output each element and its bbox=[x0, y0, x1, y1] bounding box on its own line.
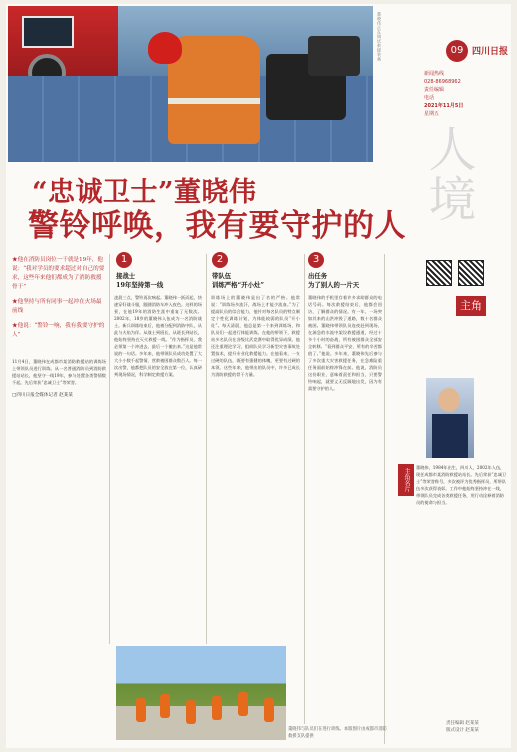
column-divider bbox=[384, 254, 385, 744]
runner-graphic bbox=[238, 692, 248, 716]
qr-code-icon bbox=[458, 260, 484, 286]
column-divider bbox=[304, 254, 305, 724]
meta-line: 责任编辑 bbox=[424, 87, 445, 93]
qr-code-icon bbox=[426, 260, 452, 286]
section-number: 3 bbox=[308, 252, 324, 268]
intro-label: 主角名片 bbox=[398, 464, 414, 496]
footer-line: 责任编辑 赵某某 bbox=[446, 721, 479, 726]
meta-line: 电话 bbox=[424, 95, 435, 101]
runner-graphic bbox=[160, 694, 170, 718]
meta-date: 2021年11月5日 bbox=[424, 103, 464, 109]
bottom-photo bbox=[116, 646, 286, 740]
runner-graphic bbox=[136, 698, 146, 722]
page-number: 09 bbox=[446, 40, 468, 62]
section-marker: 主角 bbox=[456, 296, 486, 316]
section-title-1: 接战士 19年坚持第一线 bbox=[116, 272, 164, 289]
truck-window bbox=[22, 16, 74, 48]
page-footer bbox=[446, 720, 510, 734]
section-title-3: 出任务 为了别人的一片天 bbox=[308, 272, 360, 289]
newspaper-page bbox=[6, 4, 511, 748]
section-title-2: 带队伍 训练严格“开小灶” bbox=[212, 272, 265, 289]
portrait-head bbox=[438, 388, 460, 412]
bottom-photo-caption: 董晓伟与队员们在进行训练。本版图片由成都市消防救援支队提供 bbox=[288, 727, 387, 739]
meta-weekday: 星期五 bbox=[424, 111, 440, 117]
column-divider bbox=[109, 254, 110, 644]
helmet-graphic bbox=[148, 32, 182, 64]
lead-highlight: ★他坚持与所有同事一起冲在火场最前线 bbox=[12, 299, 102, 314]
meta-line: 028-86968962 bbox=[424, 79, 461, 85]
intro-text: 董晓伟，1984年出生，四川人，2002年入伍，现任成都市某消防救援站站长。先后荣获“忠诚卫士”等荣誉称号，多次被评为优秀指挥员，所带队伍多次获得表彰。工作中他始终坚持冲在一线，带领队员完成各类救援任务，用行动诠释着消防员的使命与担当。 bbox=[416, 465, 507, 505]
top-photo-caption: 董晓伟正在调试救援装备 bbox=[377, 12, 382, 62]
column-divider bbox=[206, 254, 207, 644]
paper-name: 四川日报 bbox=[472, 47, 509, 57]
section-number: 1 bbox=[116, 252, 132, 268]
section-number: 2 bbox=[212, 252, 228, 268]
portrait-uniform bbox=[432, 414, 468, 458]
meta-line: 新闻热线 bbox=[424, 71, 445, 77]
masthead-meta bbox=[424, 70, 510, 118]
runner-graphic bbox=[186, 700, 196, 724]
section-text-3: 董晓伟的手机里存着许多求助群众的电话号码。每次救援结束后，他都会回访，了解群众的情况。有一年，一场突如其来的山洪冲毁了道路，数十名群众被困。董晓伟带领队员连夜赶到现场，在湍急的水流中架设救援通道，经过十多个小时的奋战，所有被困群众全部安全转移。“看到群众平安，所有的辛苦都值了。”他说。多年来，董晓伟先后参与了多次重大灾害救援任务，在急难险重任务面前始终冲锋在前。他说，消防员这份职业，意味着责任和担当，只要警铃响起，就要义无反顾地出发，因为有需要守护的人。 bbox=[308, 295, 382, 391]
lead-highlight: ★他在消防员岗位一干就是19年，他说：“我对学员的要求超过对自己的要求，这些年来他们都成为了消防救援骨干” bbox=[12, 257, 105, 290]
section-title: 人境 bbox=[420, 124, 476, 224]
byline: □四川日报全媒体记者 赵某某 bbox=[12, 393, 73, 398]
reflective-stripe bbox=[168, 98, 260, 104]
lead-body bbox=[12, 358, 106, 399]
footer-line: 版式设计 赵某某 bbox=[446, 728, 479, 733]
top-photo bbox=[8, 6, 373, 162]
runner-graphic bbox=[212, 696, 222, 720]
runner-graphic bbox=[264, 698, 274, 722]
lead-highlights bbox=[12, 256, 106, 340]
section-text-2: 训练场上的董晓伟是出了名的严格。他常说：“训练场多流汗，战场上才能少流血。”为了提高队员的综合能力，他针对每名队员的特点制定个性化训练计划，为体能较弱的队员“开小灶”。每天清晨，他总是第一个来到训练场，和队员们一起进行体能训练。在他的带领下，救援站多名队员在各级比武竞赛中取得优异成绩。他还注重理论学习，组织队员学习新型灾害事故处置技术，提升专业化救援能力。在他看来，一支过硬的队伍，既要有强健的体魄，更要有过硬的本领。这些年来，他带出的队员中，许多已成长为消防救援的骨干力量。 bbox=[211, 295, 300, 377]
section-text-1: 凌晨三点，警铃再次响起。董晓伟一跃而起，快速穿好战斗服，跟随消防车冲入夜色。这样的场景，在他19年的消防生涯中重复了无数次。2002年，18岁的董晓伟入伍成为一名消防战士。新兵训练结束后，他被分配到消防中队，从此与火焰为伴。从战士到班长，从班长到站长，他始终坚持在灭火救援一线。“作为指挥员，我必须第一个冲进去，最后一个撤出来。”这是他常说的一句话。多年来，他带领队员成功处置了大大小小数千起警情，营救被困群众数百人。每一次出警，他都把队员的安全放在第一位，认真研判现场情况，科学制定救援方案。 bbox=[114, 295, 202, 377]
equipment-graphic-2 bbox=[308, 36, 360, 76]
lead-highlight: ★他说：“警铃一响，我有我要守护的人” bbox=[12, 323, 105, 338]
headline-main: 警铃呼唤，我有要守护的人 bbox=[28, 208, 406, 244]
headline-kicker: “忠诚卫士”董晓伟 bbox=[32, 177, 257, 208]
lead-paragraph: 11月4日，董晓伟在成都市某消防救援站的训练场上带领队员进行训练。从一名普通消防员到消防救援站站长，他坚守一线19年，参与处置各类警情数千起，先后荣获“忠诚卫士”等荣誉。 bbox=[12, 359, 106, 385]
